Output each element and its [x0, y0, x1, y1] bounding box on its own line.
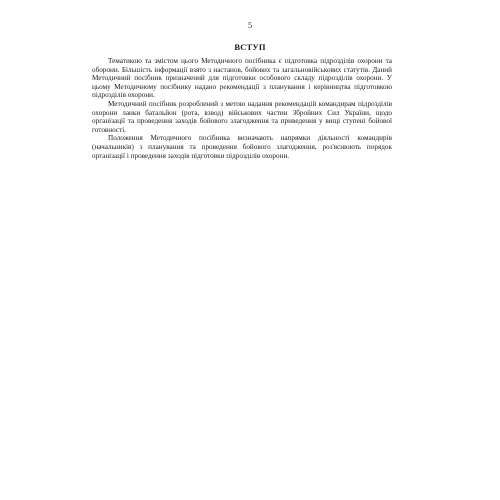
page-number: 5: [248, 21, 252, 30]
paragraph-2: Методичний посібник розроблений з метою надання рекомендацій командирам підрозділів охорони ланки батальйон (рота, взвод) військових частин Збройних Сил України, щодо організації та проведення заходів бойового злагодження та приведення у вищі ступені бойової готовності.: [92, 99, 392, 134]
body-text: [92, 57, 392, 160]
section-title: ВСТУП: [234, 42, 266, 52]
paragraph-1: Тематикою та змістом цього Методичного посібника є підготовка підрозділів охорони та оборони. Більшість інформації взято з настанов, бойових та загальновійськових статутів. Даний Методичний посібник призначений для підготовки особового складу підрозділів охорони. У цьому Методичному посібнику надано рекомендації з планування і керівництва підготовкою підрозділів охорони.: [92, 57, 392, 100]
paragraph-3: Положення Методичного посібника визначають напрямки діяльності командирів (начальників) з планування та проведення бойового злагодження, роз'яснюють порядок організації і проведення заходів підготовки підрозділів охорони.: [92, 134, 392, 160]
